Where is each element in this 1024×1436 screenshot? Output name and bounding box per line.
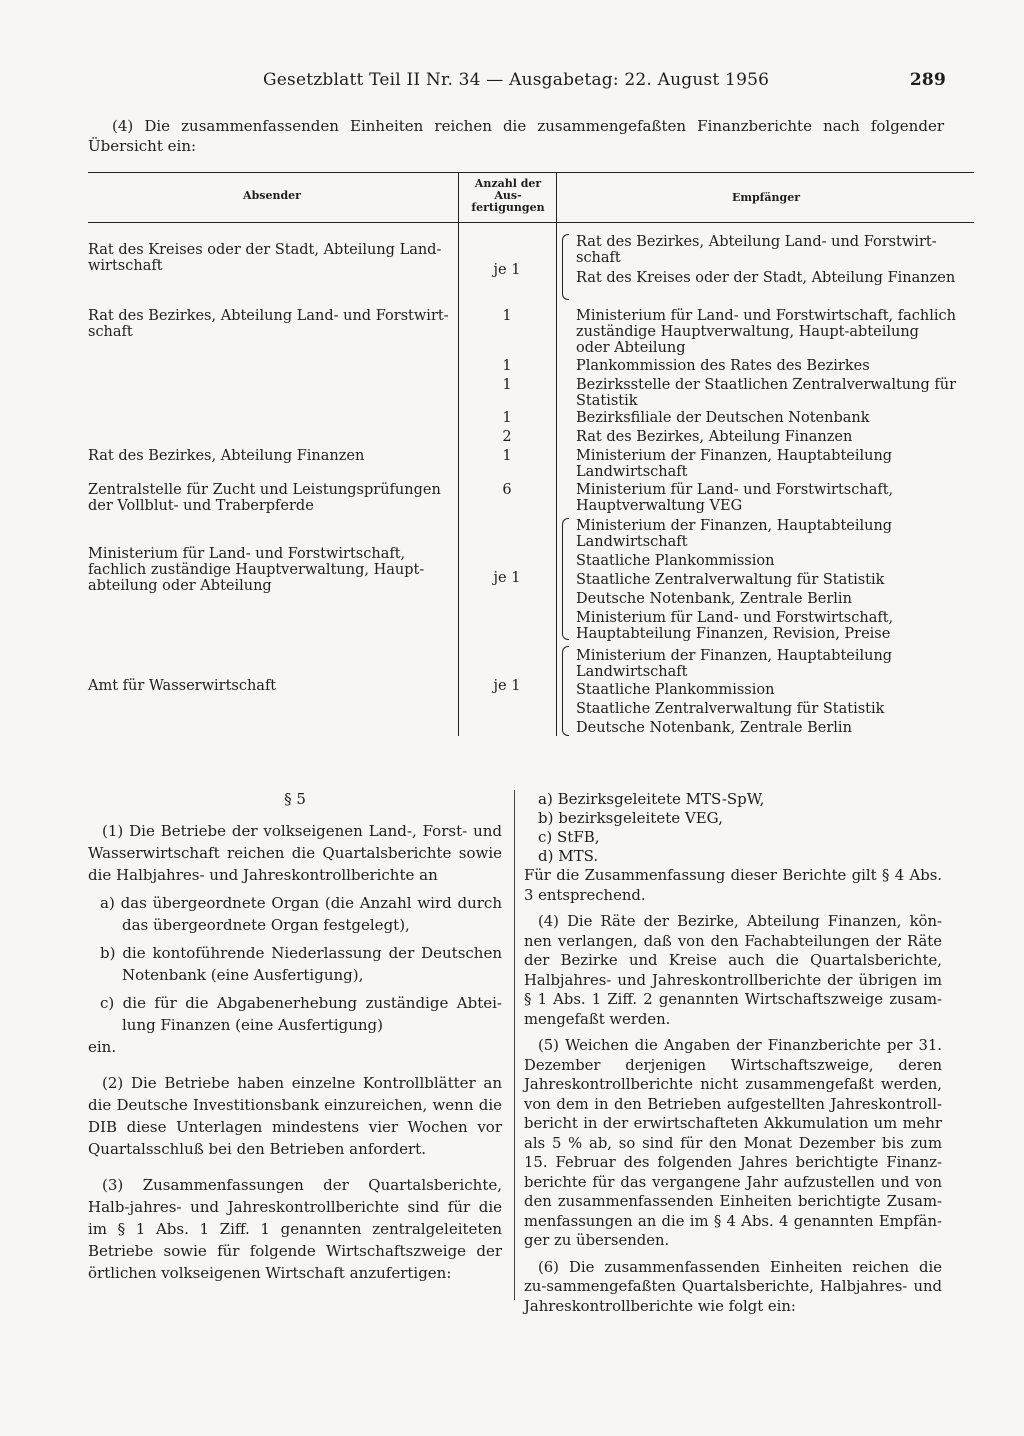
count-10: je 1 [493, 678, 521, 694]
column-divider [514, 790, 515, 1300]
count-6: 2 [502, 429, 512, 445]
right-list-item-b: b) bezirksgeleitete VEG, [538, 809, 723, 827]
header-title: Gesetzblatt Teil II Nr. 34 — Ausgabetag: 22. August 1956 [263, 70, 770, 90]
count-9: je 1 [493, 570, 521, 586]
intro-line-2: Übersicht ein: [88, 137, 197, 155]
count-4: 1 [502, 377, 512, 393]
recipient-16: Staatliche Plankommission [576, 682, 775, 698]
recipient-1: Rat des Bezirkes, Abteilung Land- und Forstwirt-schaft [576, 234, 937, 266]
header-recipient: Empfänger [731, 191, 801, 204]
right-list-item-a: a) Bezirksgeleitete MTS-SpW, [538, 790, 765, 808]
count-2: 1 [502, 308, 512, 324]
recipient-4: Plankommission des Rates des Bezirkes [576, 358, 870, 374]
right-para-5: (5) Weichen die Angaben der Finanzberichte per 31. Dezember derjenigen Wirtschaftszweige, deren Jahreskontrollberichte nicht zusammengefaßt werden, von dem in den Betrieben aufgestellten Jahreskontroll-bericht in der erwirtschafteten Akkumulation um mehr als 5 % ab, so sind für den Monat Dezember bis zum 15. Februar des folgenden Jahres berichtigte Finanz-berichte für das vergangene Jahr aufzustellen und von den zusammenfassenden Einheiten berichtigte Zusam-menfassungen an die im § 4 Abs. 4 genannten Empfän-ger zu übersenden. [524, 1037, 942, 1249]
list-item-b: b) die kontoführende Niederlassung der Deutschen Notenbank (eine Ausfertigung), [100, 944, 502, 984]
right-list-item-d: d) MTS. [538, 847, 599, 865]
recipient-7: Rat des Bezirkes, Abteilung Finanzen [576, 429, 853, 445]
recipient-8: Ministerium der Finanzen, Hauptabteilung Landwirtschaft [576, 448, 893, 480]
header-count [460, 178, 556, 214]
header-count-line-2: Aus- [494, 189, 522, 202]
list-item-c: c) die für die Abgabenerhebung zuständige Abtei-lung Finanzen (eine Ausfertigung) [100, 994, 502, 1034]
recipient-18: Deutsche Notenbank, Zentrale Berlin [576, 720, 852, 736]
count-8: 6 [502, 482, 512, 498]
intro-paragraph [88, 116, 944, 156]
count-3: 1 [502, 358, 512, 374]
recipient-12: Staatliche Zentralverwaltung für Statistik [576, 572, 885, 588]
recipient-2: Rat des Kreises oder der Stadt, Abteilung Finanzen [576, 270, 956, 286]
sender-3: Rat des Bezirkes, Abteilung Finanzen [88, 448, 365, 464]
recipient-11: Staatliche Plankommission [576, 553, 775, 569]
sender-1: Rat des Kreises oder der Stadt, Abteilung Land-wirtschaft [88, 242, 442, 274]
section-heading: § 5 [284, 790, 306, 808]
recipient-3: Ministerium für Land- und Forstwirtschaft, fachlich zuständige Hauptverwaltung, Haupt-abteilung oder Abteilung [576, 308, 956, 356]
page-number: 289 [909, 70, 946, 90]
recipient-13: Deutsche Notenbank, Zentrale Berlin [576, 591, 852, 607]
count-1: je 1 [493, 262, 521, 278]
sender-2: Rat des Bezirkes, Abteilung Land- und Forstwirt-schaft [88, 308, 449, 340]
table-header-rule [88, 222, 974, 223]
count-7: 1 [502, 448, 512, 464]
brace-group-3 [562, 646, 569, 736]
recipient-14: Ministerium für Land- und Forstwirtschaft, Hauptabteilung Finanzen, Revision, Preise [576, 610, 894, 642]
section-5-left-column [88, 788, 502, 1284]
recipient-17: Staatliche Zentralverwaltung für Statistik [576, 701, 885, 717]
recipient-6: Bezirksfiliale der Deutschen Notenbank [576, 410, 870, 426]
section-5-para-3: (3) Zusammenfassungen der Quartalsberichte, Halb-jahres- und Jahreskontrollberichte sind für die im § 1 Abs. 1 Ziff. 1 genannten zentralgeleiteten Betriebe sowie für folgende Wirtschaftszweige der örtlichen volkseigenen Wirtschaft anzufertigen: [88, 1176, 502, 1282]
ein-line: ein. [88, 1038, 117, 1056]
recipient-15: Ministerium der Finanzen, Hauptabteilung Landwirtschaft [576, 648, 893, 680]
sender-5: Ministerium für Land- und Forstwirtschaft, fachlich zuständige Hauptverwaltung, Haupt-abteilung oder Abteilung [88, 546, 425, 594]
section-5-right-column [524, 790, 942, 1316]
intro-line-1: (4) Die zusammenfassenden Einheiten reichen die zusammengefaßten Finanzberichte nach folgender [112, 117, 944, 135]
distribution-table [88, 172, 974, 738]
recipient-5: Bezirksstelle der Staatlichen Zentralverwaltung für Statistik [576, 377, 956, 409]
sender-4: Zentralstelle für Zucht und Leistungsprüfungen der Vollblut- und Traberpferde [88, 482, 441, 514]
right-list-item-c: c) StFB, [538, 828, 600, 846]
right-para-4: (4) Die Räte der Bezirke, Abteilung Finanzen, kön-nen verlangen, daß von den Fachabteilungen der Räte der Bezirke und Kreise auch die Quartalsberichte, Halbjahres- und Jahreskontrollberichte der übrigen im § 1 Abs. 1 Ziff. 2 genannten Wirtschaftszweige zusam-mengefaßt werden. [524, 913, 942, 1028]
brace-group-1 [562, 234, 569, 300]
right-para-summary: Für die Zusammenfassung dieser Berichte gilt § 4 Abs. 3 entsprechend. [524, 867, 942, 904]
header-count-line-1: Anzahl der [474, 177, 542, 190]
sender-6: Amt für Wasserwirtschaft [88, 678, 277, 694]
table-column-divider-2 [556, 172, 557, 736]
count-5: 1 [502, 410, 512, 426]
list-item-a: a) das übergeordnete Organ (die Anzahl wird durch das übergeordnete Organ festgelegt), [100, 894, 502, 934]
header-sender: Absender [243, 189, 301, 202]
right-para-6: (6) Die zusammenfassenden Einheiten reichen die zu-sammengefaßten Quartalsberichte, Halbjahres- und Jahreskontrollberichte wie folgt ein: [524, 1258, 942, 1315]
recipient-10: Ministerium der Finanzen, Hauptabteilung Landwirtschaft [576, 518, 893, 550]
section-5-para-1: (1) Die Betriebe der volkseigenen Land-, Forst- und Wasserwirtschaft reichen die Quartalsberichte sowie die Halbjahres- und Jahreskontrollberichte an [88, 822, 502, 884]
header-count-line-3: fertigungen [471, 201, 545, 214]
table-top-rule [88, 172, 974, 173]
recipient-9: Ministerium für Land- und Forstwirtschaft, Hauptverwaltung VEG [576, 482, 894, 514]
section-5-para-2: (2) Die Betriebe haben einzelne Kontrollblätter an die Deutsche Investitionsbank einzureichen, wenn die DIB diese Unterlagen mindestens vier Wochen vor Quartalsschluß bei den Betrieben anfordert. [88, 1074, 502, 1158]
brace-group-2 [562, 518, 569, 640]
